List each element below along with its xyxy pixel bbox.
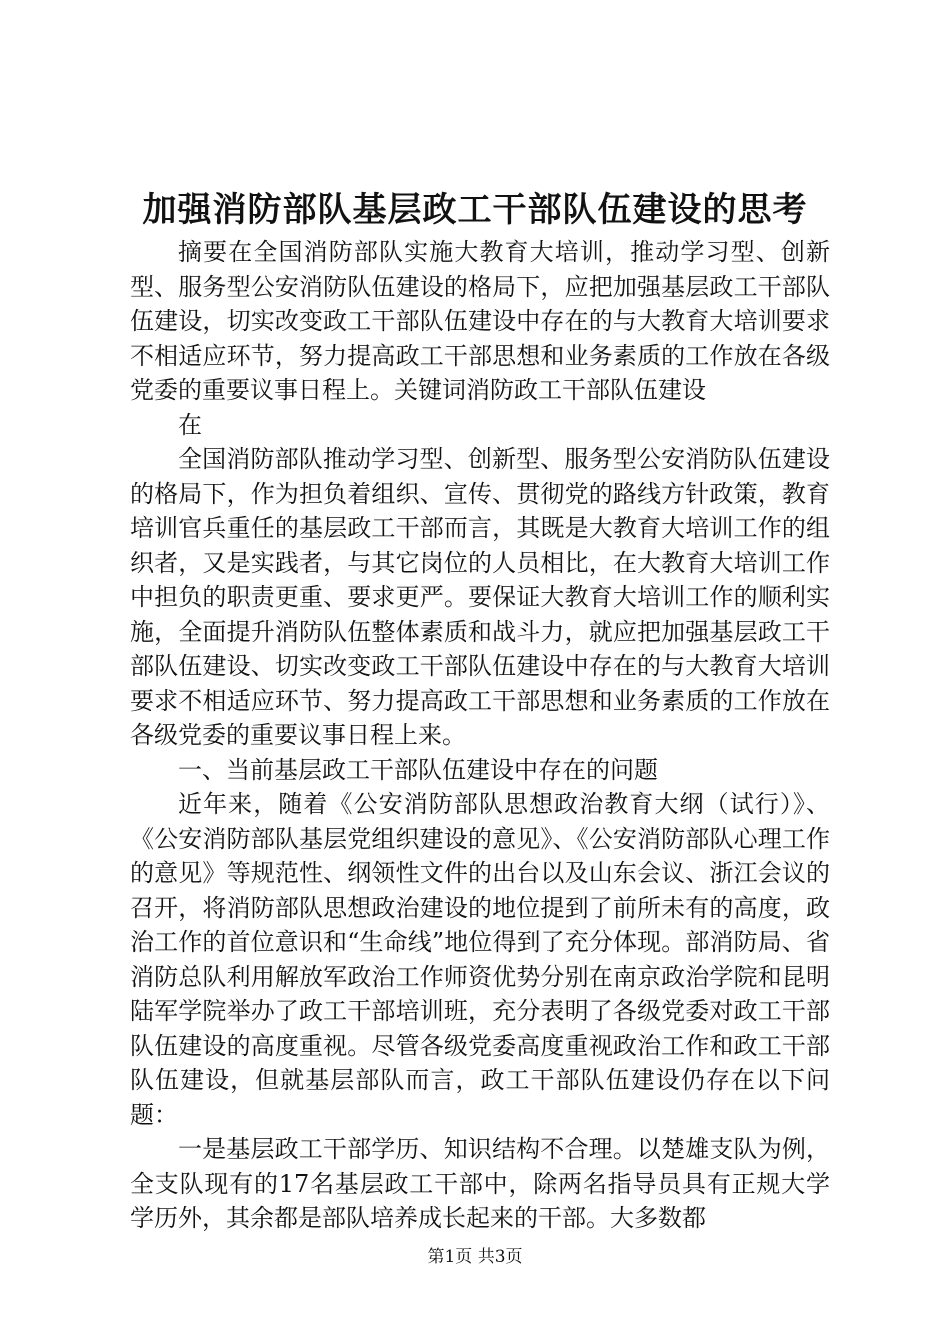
page-number-footer: 第1页 共3页 (427, 1247, 523, 1267)
body-paragraph: 一是基层政工干部学历、知识结构不合理。以楚雄支队为例，全支队现有的17名基层政工干部中，除两名指导员具有正规大学学历外，其余都是部队培养成长起来的干部。大多数都 (130, 1135, 830, 1232)
section-heading: 一、当前基层政工干部队伍建设中存在的问题 (178, 755, 658, 784)
body-paragraph: 近年来，随着《公安消防部队思想政治教育大纲（试行）》、《公安消防部队基层党组织建设的意见》、《公安消防部队心理工作的意见》等规范性、纲领性文件的出台以及山东会议、浙江会议的召开，将消防部队思想政治建设的地位提到了前所未有的高度，政治工作的首位意识和“生命线”地位得到了充分体现。部消防局、省消防总队利用解放军政治工作师资优势分别在南京政治学院和昆明陆军学院举办了政工干部培训班，充分表明了各级党委对政工干部队伍建设的高度重视。尽管各级党委高度重视政治工作和政工干部队伍建设，但就基层部队而言，政工干部队伍建设仍存在以下问题： (130, 790, 830, 1129)
document-body (130, 235, 830, 1236)
body-paragraph: 全国消防部队推动学习型、创新型、服务型公安消防队伍建设的格局下，作为担负着组织、宣传、贯彻党的路线方针政策，教育培训官兵重任的基层政工干部而言，其既是大教育大培训工作的组织者，又是实践者，与其它岗位的人员相比，在大教育大培训工作中担负的职责更重、要求更严。要保证大教育大培训工作的顺利实施，全面提升消防队伍整体素质和战斗力，就应把加强基层政工干部队伍建设、切实改变政工干部队伍建设中存在的与大教育大培训要求不相适应环节、努力提高政工干部思想和业务素质的工作放在各级党委的重要议事日程上来。 (130, 445, 830, 749)
document-title: 加强消防部队基层政工干部队伍建设的思考 (142, 190, 808, 230)
body-paragraph: 在 (178, 410, 202, 439)
abstract-paragraph: 摘要在全国消防部队实施大教育大培训，推动学习型、创新型、服务型公安消防队伍建设的格局下，应把加强基层政工干部队伍建设，切实改变政工干部队伍建设中存在的与大教育大培训要求不相适应环节，努力提高政工干部思想和业务素质的工作放在各级党委的重要议事日程上。关键词消防政工干部队伍建设 (130, 238, 830, 404)
